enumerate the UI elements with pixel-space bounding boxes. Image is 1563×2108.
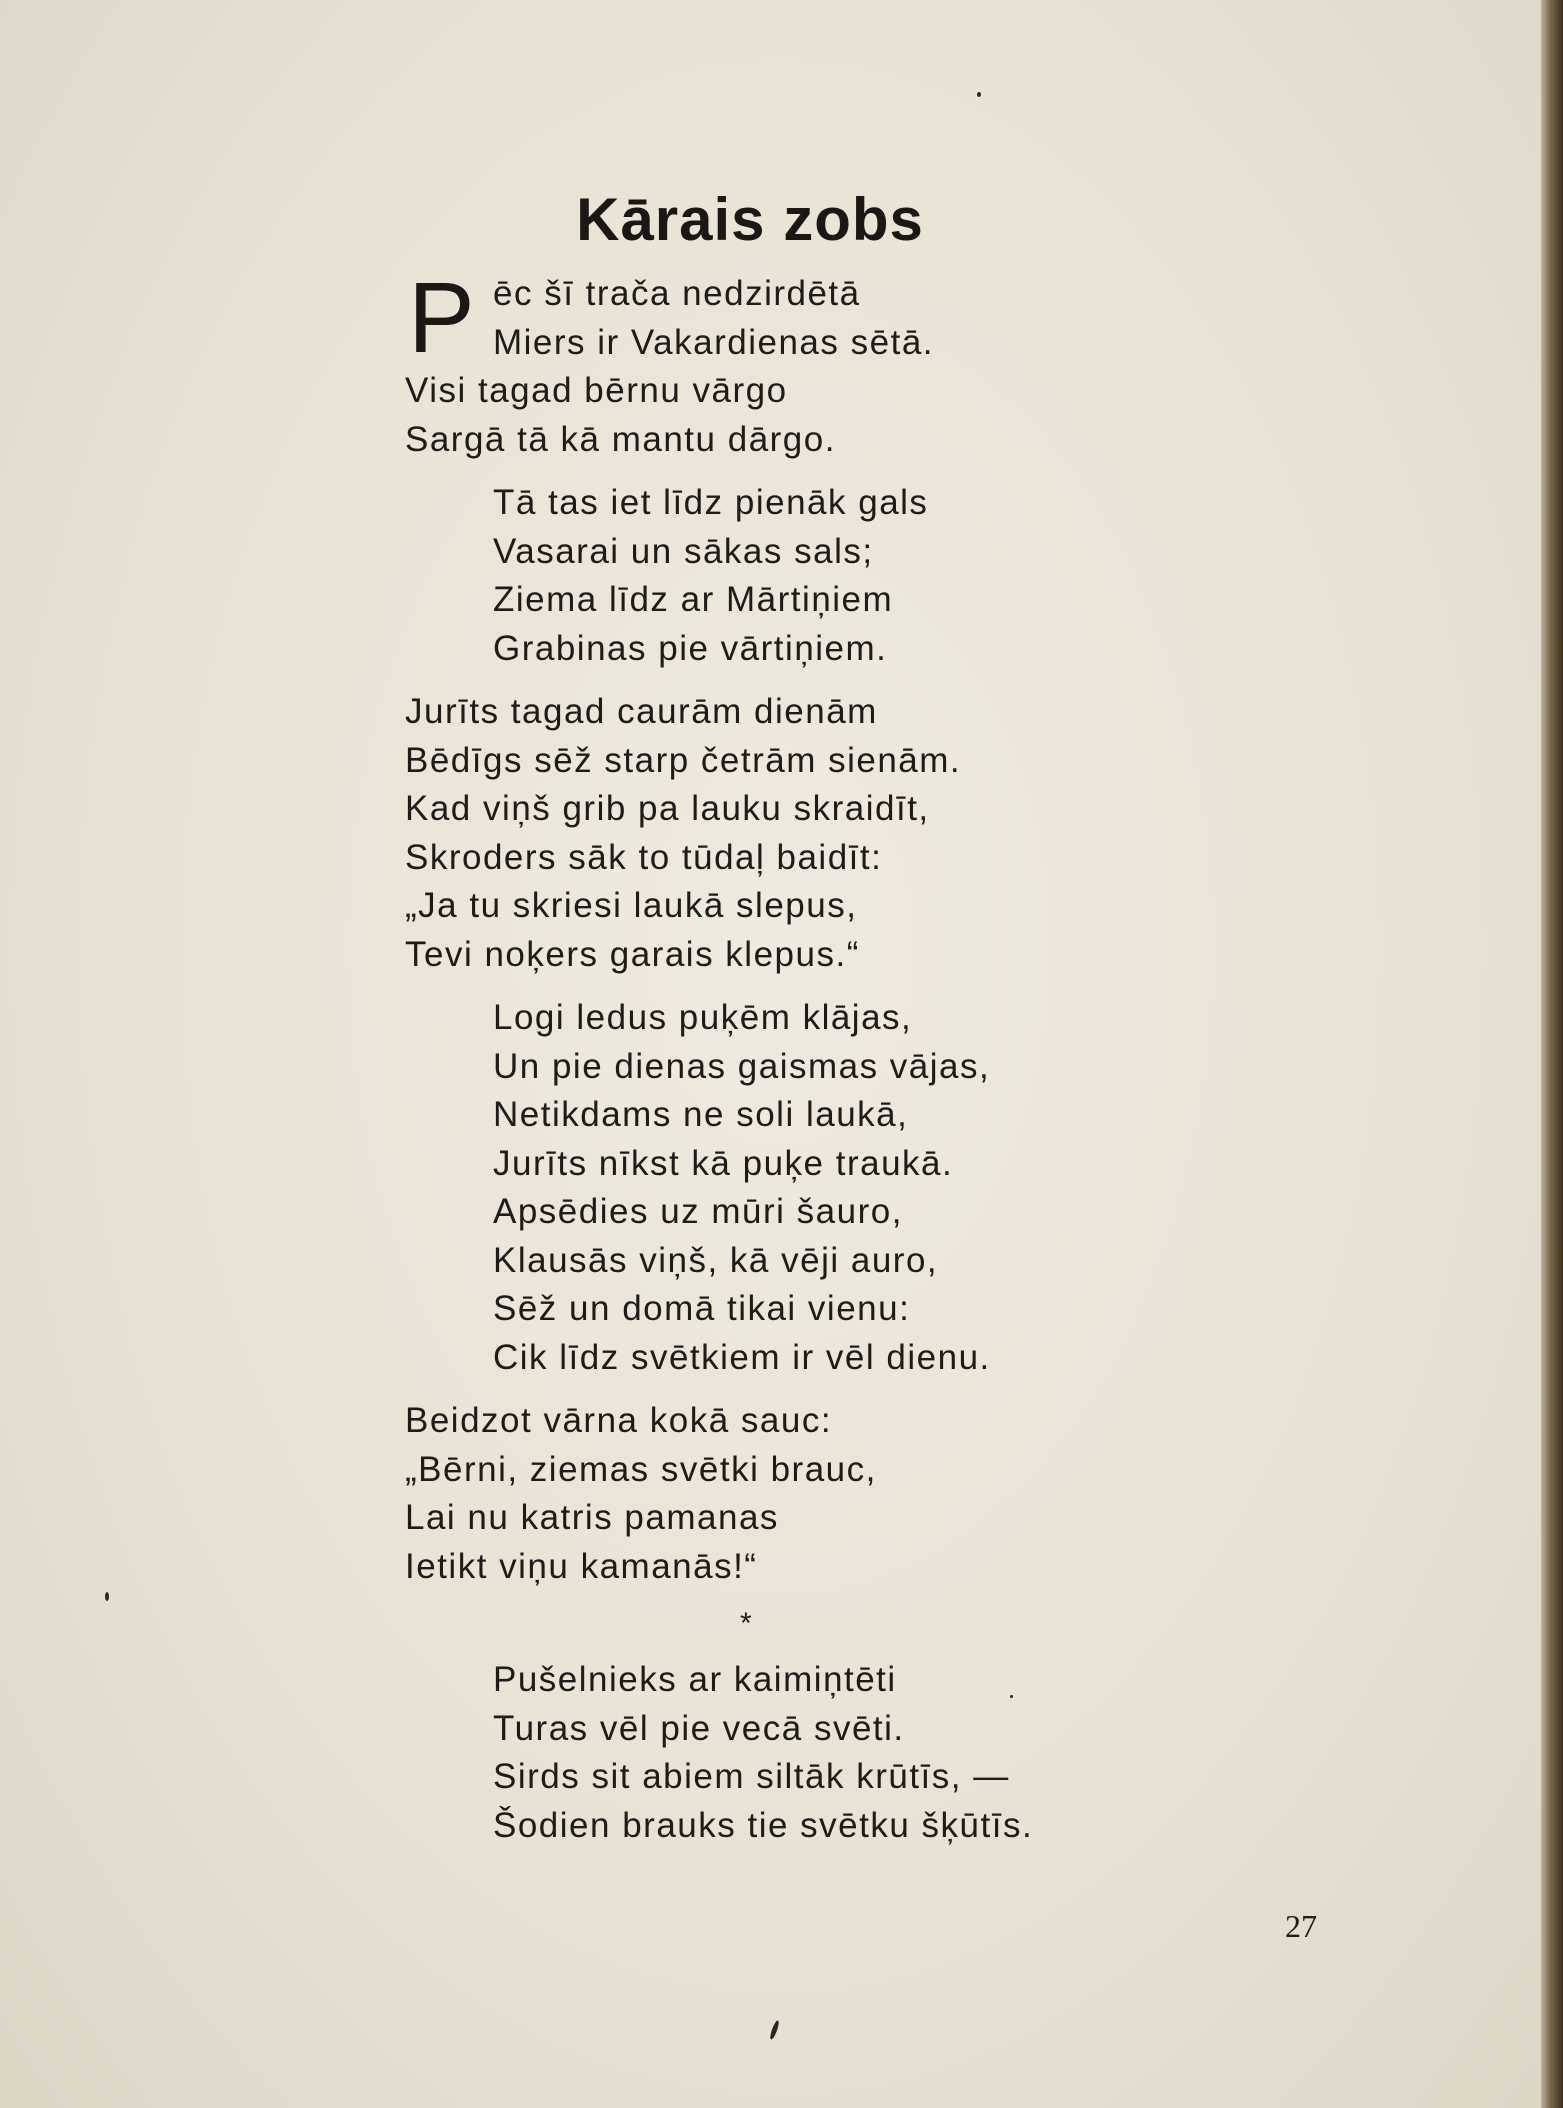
poem-line: Lai nu katris pamanas: [405, 1498, 779, 1537]
paper-speck: [105, 1592, 109, 1601]
section-separator: *: [740, 1607, 754, 1640]
poem-line: Sēž un domā tikai vienu:: [493, 1289, 911, 1328]
poem-line: Jurīts tagad caurām dienām: [405, 692, 878, 731]
paper-speck: [769, 2020, 781, 2041]
page-binding-edge: [1541, 0, 1563, 2108]
poem-line: Vasarai un sākas sals;: [493, 531, 874, 571]
poem-line: Tā tas iet līdz pienāk gals: [493, 483, 929, 522]
poem-line: Turas vēl pie vecā svēti.: [493, 1708, 905, 1748]
poem-line: Logi ledus puķēm klājas,: [493, 998, 913, 1037]
poem-line: Ziema līdz ar Mārtiņiem: [493, 580, 894, 619]
poem-line: „Ja tu skriesi laukā slepus,: [405, 886, 858, 925]
drop-cap: P: [408, 262, 475, 374]
poem-line: Skroders sāk to tūdaļ baidīt:: [405, 837, 883, 877]
poem-line: Beidzot vārna kokā sauc:: [405, 1401, 833, 1440]
poem-line: Šodien brauks tie svētku šķūtīs.: [493, 1805, 1034, 1845]
poem-line: Tevi noķers garais klepus.“: [405, 934, 860, 974]
poem-title: Kārais zobs: [576, 186, 924, 253]
poem-line: Kad viņš grib pa lauku skraidīt,: [405, 789, 930, 828]
poem-line: Netikdams ne soli laukā,: [493, 1095, 909, 1134]
poem-line: Sargā tā kā mantu dārgo.: [405, 419, 836, 459]
poem-line: Apsēdies uz mūri šauro,: [493, 1192, 903, 1231]
poem-line: Visi tagad bērnu vārgo: [405, 371, 788, 410]
poem-body: [405, 262, 1405, 1850]
poem-line: Bēdīgs sēž starp četrām sienām.: [405, 740, 962, 780]
poem-line: Klausās viņš, kā vēji auro,: [493, 1240, 939, 1280]
paper-speck: [1010, 1695, 1013, 1698]
poem-line: Grabinas pie vārtiņiem.: [493, 628, 888, 668]
page-number: 27: [1285, 1908, 1317, 1944]
poem-line: Jurīts nīkst kā puķe traukā.: [493, 1143, 954, 1183]
poem-line: „Bērni, ziemas svētki brauc,: [405, 1449, 877, 1489]
poem-line: Cik līdz svētkiem ir vēl dienu.: [493, 1337, 991, 1377]
paper-speck: [977, 92, 981, 97]
poem-line: Pušelnieks ar kaimiņtēti: [493, 1660, 897, 1699]
poem-line: Ietikt viņu kamanās!“: [405, 1546, 758, 1586]
poem-line: Sirds sit abiem siltāk krūtīs, —: [493, 1757, 1010, 1796]
poem-line: Miers ir Vakardienas sētā.: [493, 322, 935, 362]
poem-line: ēc šī trača nedzirdētā: [493, 274, 861, 313]
poem-line: Un pie dienas gaismas vājas,: [493, 1046, 991, 1086]
